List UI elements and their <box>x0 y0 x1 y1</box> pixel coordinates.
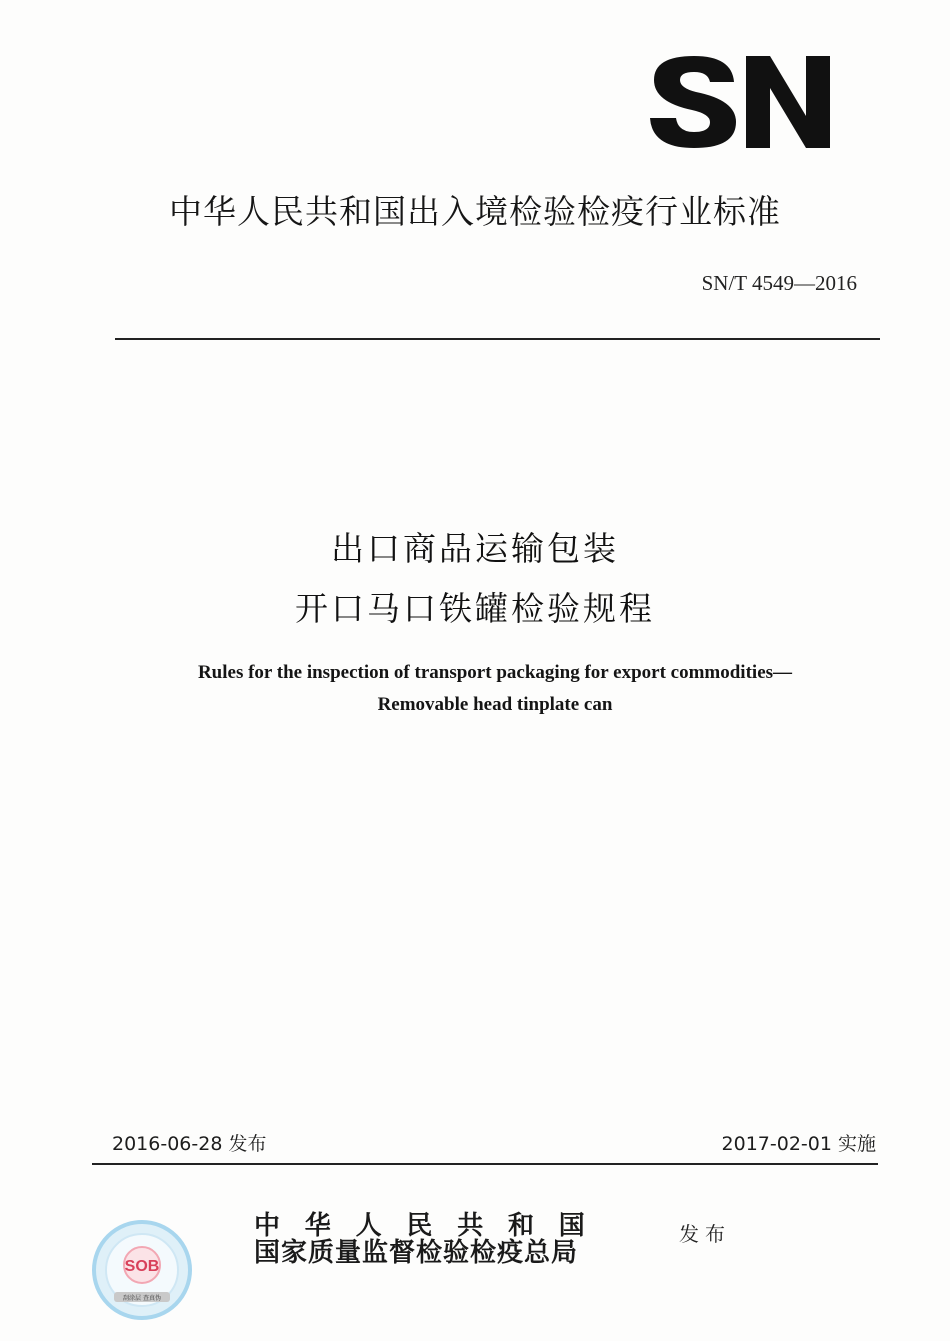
issue-date: 2016-06-28 发布 <box>112 1133 267 1155</box>
svg-text:SOB: SOB <box>124 1258 160 1275</box>
anti-counterfeit-seal-icon <box>92 1220 192 1320</box>
issuer-line2: 国家质量监督检验检疫总局 <box>254 1238 579 1268</box>
sn-logo <box>648 52 834 152</box>
issuer-line1: 中华人民共和国 <box>254 1211 610 1241</box>
implementation-date: 2017-02-01 实施 <box>721 1133 876 1155</box>
title-en-line1: Rules for the inspection of transport packaging for export commodities— <box>197 662 793 683</box>
title-cn-line1: 出口商品运输包装 <box>331 529 619 568</box>
standard-category-title: 中华人民共和国出入境检验检疫行业标准 <box>169 192 781 231</box>
release-label: 发布 <box>679 1222 731 1246</box>
header-divider <box>115 338 880 340</box>
title-en-line2: Removable head tinplate can <box>377 694 613 715</box>
standard-code: SN/T 4549—2016 <box>701 271 857 295</box>
title-cn-line2: 开口马口铁罐检验规程 <box>295 589 655 628</box>
footer-divider <box>92 1163 878 1165</box>
svg-text:刮涂层 查真伪: 刮涂层 查真伪 <box>123 1295 161 1302</box>
